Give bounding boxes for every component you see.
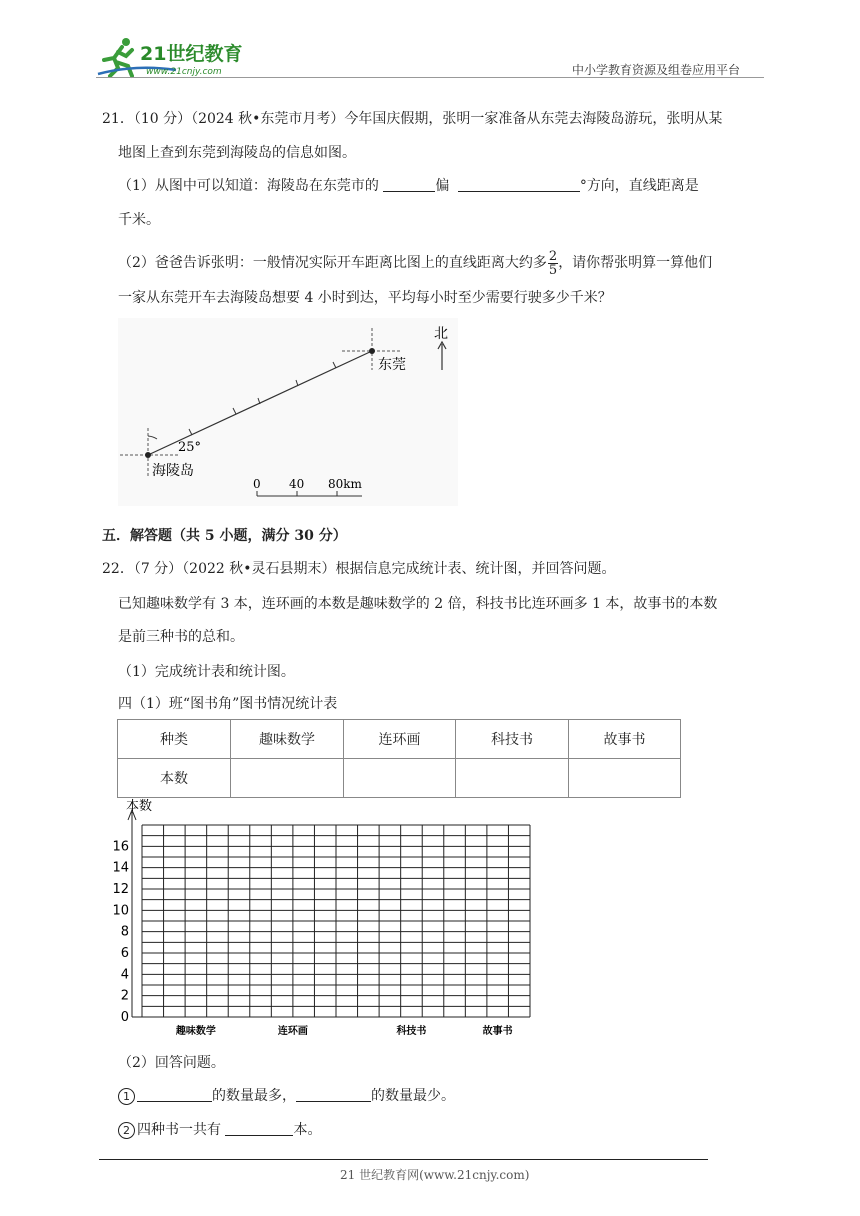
y-tick-label: 10 [112,903,129,919]
table-cell-input[interactable] [344,759,456,798]
y-tick-label: 14 [112,860,129,876]
circled-number: 2 [118,1122,135,1139]
q22-line1: 22．（7 分）（2022 秋•灵石县期末）根据信息完成统计表、统计图，并回答问题。 [102,561,616,577]
section-heading: 五．解答题（共 5 小题，满分 30 分） [102,528,347,544]
q21-line2: 地图上查到东莞到海陵岛的信息如图。 [118,145,356,161]
q21-part1-end: 千米。 [118,212,160,228]
q22-line2: 已知趣味数学有 3 本，连环画的本数是趣味数学的 2 倍，科技书比连环画多 1 本，故事书的本数 [118,596,718,612]
hailing-label: 海陵岛 [152,463,194,479]
platform-name: 中小学教育资源及组卷应用平台 [572,63,741,77]
angle-label: 25° [178,440,202,455]
table-header: 种类 [118,720,231,759]
y-tick-label: 4 [120,967,129,983]
table-title: 四（1）班“图书角”图书情况统计表 [118,696,338,712]
q21-part2-line2: 一家从东莞开车去海陵岛想要 4 小时到达，平均每小时至少需要行驶多少千米？ [118,290,612,306]
map-figure [118,318,458,506]
logo-text: 21世纪教育 [140,43,243,65]
q21-part2-text-a: （2）爸爸告诉张明：一般情况实际开车距离比图上的直线距离大约多 [118,254,547,271]
q22-part2: （2）回答问题。 [118,1055,225,1071]
x-category-label: 科技书 [396,1026,427,1037]
stat-table [117,719,681,798]
q21-part1-text-c: °方向，直线距离是 [579,178,699,194]
y-tick-label: 0 [120,1010,129,1025]
table-header-row [118,720,681,759]
fraction-two-fifths: $\frac{2}{5}$ [548,249,558,278]
logo-url: www.21cnjy.com [146,67,222,77]
table-row [118,759,681,798]
table-cell-input[interactable] [231,759,344,798]
angle-blank[interactable] [458,177,580,192]
y-tick-label: 6 [120,946,129,961]
q21-part2 [118,250,712,277]
q21-line1: 21．（10 分）（2024 秋•东莞市月考）今年国庆假期，张明一家准备从东莞去海陵岛游玩，张明从某 [102,111,723,127]
site-logo [96,36,261,78]
x-category-label: 故事书 [482,1026,513,1037]
header-divider [96,77,764,78]
q21-part1-text-b: 偏 [435,178,450,194]
q21-part2-text-b: ，请你帮张明算一算他们 [558,254,713,271]
dongguan-label: 东莞 [378,357,406,373]
q22-part1: （1）完成统计表和统计图。 [118,664,295,680]
q22-answer-b: 2 四种书一共有 本。 [118,1119,321,1139]
bar-chart[interactable] [112,798,536,1042]
circled-number: 1 [118,1088,135,1105]
dongguan-point [369,348,375,354]
total-blank[interactable] [225,1121,293,1136]
x-category-label: 连环画 [277,1026,308,1037]
footer-divider [99,1159,708,1160]
table-cell-input[interactable] [456,759,569,798]
table-row-label: 本数 [118,759,231,798]
table-header: 连环画 [344,720,456,759]
scale-label-0: 0 [253,477,261,491]
y-axis-label: 本数 [126,799,153,814]
table-cell-input[interactable] [569,759,681,798]
hailing-point [145,452,151,458]
scale-label-40: 40 [289,477,305,491]
q22-line3: 是前三种书的总和。 [118,629,244,645]
y-tick-label: 16 [112,839,129,855]
q22-answer-a: 1 的数量最多， 的数量最少。 [118,1085,455,1105]
y-tick-label: 2 [120,988,129,1004]
q21-part1-text-a: （1）从图中可以知道：海陵岛在东莞市的 [118,178,379,194]
q21-part1 [118,175,699,195]
direction-blank[interactable] [383,177,435,192]
y-tick-label: 8 [120,924,129,940]
table-header: 趣味数学 [231,720,344,759]
scale-label-80: 80km [328,477,362,491]
least-blank[interactable] [296,1087,371,1102]
table-header: 科技书 [456,720,569,759]
north-label: 北 [434,326,448,342]
table-header: 故事书 [569,720,681,759]
most-blank[interactable] [137,1087,212,1102]
x-category-label: 趣味数学 [175,1026,216,1037]
footer-text: 21 世纪教育网(www.21cnjy.com) [340,1168,530,1182]
y-tick-label: 12 [112,882,129,897]
